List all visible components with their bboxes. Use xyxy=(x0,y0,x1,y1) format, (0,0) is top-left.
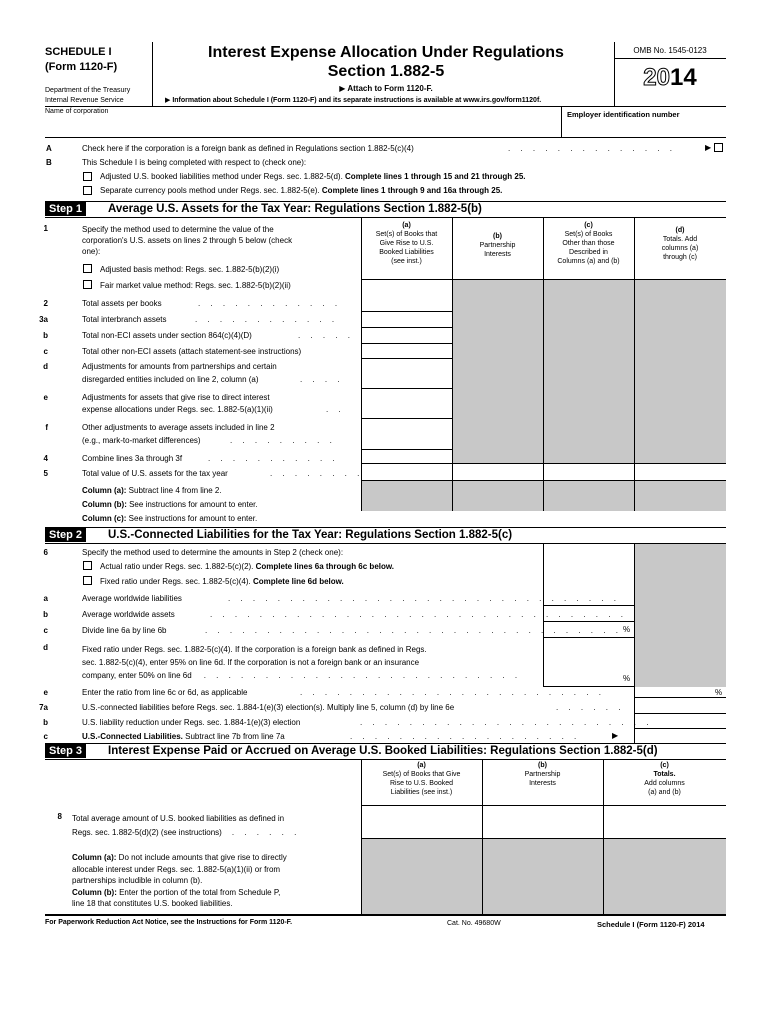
line-8-col-b-field[interactable] xyxy=(483,806,603,838)
line-3b-label: Total non-ECI assets under section 864(c)(4)(D) xyxy=(82,331,252,340)
actual-ratio-label: Actual ratio under Regs. sec. 1.882-5(c)(2). Complete lines 6a through 6c below. xyxy=(100,562,395,571)
step2-badge: Step 2 xyxy=(45,528,86,542)
line-5-col-c-field[interactable] xyxy=(544,464,634,480)
step1-badge: Step 1 xyxy=(45,202,86,216)
line-4-col-a-field[interactable] xyxy=(362,450,452,463)
line-b-text: This Schedule I is being completed with respect to (check one): xyxy=(82,158,307,167)
fair-market-value-label: Fair market value method: Regs. sec. 1.882-5(b)(2)(ii) xyxy=(100,281,291,290)
info-note: ▶ Information about Schedule I (Form 1120-F) and its separate instructions is available at www.irs.gov/form1120f. xyxy=(165,97,542,104)
tax-year xyxy=(614,64,726,92)
line-6-num: 6 xyxy=(43,548,48,557)
step1-col-c-header: (c) Set(s) of Books Other than those Described in Columns (a) and (b) xyxy=(557,222,620,265)
separate-currency-pools-checkbox[interactable] xyxy=(83,186,92,195)
line-7a-label: U.S.-connected liabilities before Regs. sec. 1.884-1(e)(3) election(s). Multiply line 5, column (d) by line 6e xyxy=(82,703,455,712)
line-6d-field[interactable] xyxy=(544,670,634,686)
step3-col-a-header: (a) Set(s) of Books that Give Rise to U.S. Booked Liabilities (see inst.) xyxy=(382,762,461,796)
arrow-icon: ▶ xyxy=(612,731,619,740)
line-6c-percent: % xyxy=(623,625,631,634)
line-3f-label: Other adjustments to average assets included in line 2 xyxy=(82,423,275,432)
line-2-col-a-field[interactable] xyxy=(362,296,452,311)
adjusted-basis-label: Adjusted basis method: Regs. sec. 1.882-5(b)(2)(i) xyxy=(100,265,280,274)
line-3c-label: Total other non-ECI assets (attach statement-see instructions) xyxy=(82,347,302,356)
line-6b-label: Average worldwide assets xyxy=(82,610,175,619)
step1-title: Average U.S. Assets for the Tax Year: Regulations Section 1.882-5(b) xyxy=(108,203,482,215)
fixed-ratio-label: Fixed ratio under Regs. sec. 1.882-5(c)(4). Complete line 6d below. xyxy=(100,577,344,586)
line-3d-label: Adjustments for amounts from partnerships and certain xyxy=(82,362,277,371)
line-3b-col-a-field[interactable] xyxy=(362,328,452,343)
step1-col-d-header: (d) Totals. Add columns (a) through (c) xyxy=(661,227,699,261)
ein-label: Employer identification number xyxy=(567,110,680,119)
line-3a-label: Total interbranch assets xyxy=(82,315,167,324)
col-c-note: Column (c): See instructions for amount to enter. xyxy=(82,514,258,523)
line-a-text: Check here if the corporation is a foreign bank as defined in Regulations section 1.882-5(c)(4) xyxy=(82,144,414,153)
step3-col-b-header: (b) Partnership Interests xyxy=(524,762,561,787)
corporation-name-field[interactable] xyxy=(45,118,561,136)
step1-col-b-header: (b) Partnership Interests xyxy=(479,233,516,258)
adjusted-basis-checkbox[interactable] xyxy=(83,264,92,273)
line-8-label: Total average amount of U.S. booked liabilities as defined in Regs. sec. 1.882-5(d)(2) (see instructions) . . . . . . xyxy=(72,814,301,837)
paperwork-notice: For Paperwork Reduction Act Notice, see the Instructions for Form 1120-F. xyxy=(45,919,293,926)
line-3a-col-a-field[interactable] xyxy=(362,312,452,327)
step1-col-a-header: (a) Set(s) of Books that Give Rise to U.S. Booked Liabilities (see inst.) xyxy=(375,222,438,265)
line-6e-percent: % xyxy=(715,688,723,697)
actual-ratio-checkbox[interactable] xyxy=(83,561,92,570)
attach-note: ▶ Attach to Form 1120-F. xyxy=(339,84,433,93)
step3-title: Interest Expense Paid or Accrued on Average U.S. Booked Liabilities: Regulations Section 1.882-5(d) xyxy=(108,745,658,757)
step3-col-c-header: (c) Totals. Add columns (a) and (b) xyxy=(644,762,685,796)
line-6e-field[interactable] xyxy=(635,687,726,697)
line-6-text: Specify the method used to determine the amounts in Step 2 (check one): xyxy=(82,548,344,557)
line-a-num: A xyxy=(46,144,52,153)
line-3e-col-a-field[interactable] xyxy=(362,389,452,418)
line-6c-label: Divide line 6a by line 6b xyxy=(82,626,167,635)
name-of-corporation-label: Name of corporation xyxy=(45,108,109,115)
line-5-col-d-field[interactable] xyxy=(635,464,726,480)
line-6d-label: Fixed ratio under Regs. sec. 1.882-5(c)(4). If the corporation is a foreign bank as defined in Regs. sec. 1.882-5(c)(4), enter 95% on line 6d. If the corporation is not a foreign bank or an insurance company, enter 50% on line 6d . . . . . . . . . . . . . . . . . . . . . . . . . . xyxy=(82,645,522,680)
irs-label: Internal Revenue Service xyxy=(45,97,124,104)
ein-field[interactable] xyxy=(563,120,726,136)
form-number: (Form 1120-F) xyxy=(45,61,118,73)
footer-form-id: Schedule I (Form 1120-F) 2014 xyxy=(597,920,705,929)
line-3d-col-a-field[interactable] xyxy=(362,359,452,388)
line-b-num: B xyxy=(46,158,52,167)
dept-label: Department of the Treasury xyxy=(45,87,131,94)
col-a-note: Column (a): Subtract line 4 from line 2. xyxy=(82,486,222,495)
line-6d-percent: % xyxy=(623,674,631,683)
line-3c-col-a-field[interactable] xyxy=(362,344,452,358)
line-4-label: Combine lines 3a through 3f xyxy=(82,454,183,463)
form-title: Interest Expense Allocation Under Regulations xyxy=(208,44,564,61)
tax-year-century: 20 xyxy=(643,64,670,91)
line-3f-col-a-field[interactable] xyxy=(362,419,452,449)
line-7a-field[interactable] xyxy=(635,698,726,713)
line-b-option-2: Separate currency pools method under Regs. sec. 1.882-5(e). Complete lines 1 through 9 and 16a through 25. xyxy=(100,186,503,195)
line-3e-label: Adjustments for assets that give rise to direct interest xyxy=(82,393,270,402)
step3-col-a-note: Column (a): Do not include amounts that give rise to directly allocable interest under Regs. sec. 1.882-5(a)(1)(ii) or from partnerships includible in column (b). Column (b): Enter the portion of the total from Schedule P, line 18 that constitutes U.S. booked liabilities. xyxy=(72,853,287,908)
line-6a-label: Average worldwide liabilities xyxy=(82,594,182,603)
schedule-label: SCHEDULE I xyxy=(45,46,112,58)
step2-title: U.S.-Connected Liabilities for the Tax Year: Regulations Section 1.882-5(c) xyxy=(108,529,513,541)
line-8-col-c-field[interactable] xyxy=(604,806,726,838)
line-3d-label-cont: disregarded entities included on line 2, column (a) xyxy=(82,375,259,384)
line-7c-label: U.S.-Connected Liabilities. Subtract line 7b from line 7a xyxy=(82,732,285,741)
line-1-text: Specify the method used to determine the value of the corporation's U.S. assets on lines 2 through 5 below (check one): xyxy=(82,225,293,256)
omb-number: OMB No. 1545-0123 xyxy=(633,46,707,55)
col-b-note: Column (b): See instructions for amount to enter. xyxy=(82,500,258,509)
fair-market-value-checkbox[interactable] xyxy=(83,280,92,289)
tax-year-digits: 14 xyxy=(670,64,697,91)
catalog-number: Cat. No. 49680W xyxy=(447,920,501,927)
line-2-label: Total assets per books xyxy=(82,299,162,308)
line-8-col-a-field[interactable] xyxy=(362,806,482,838)
line-3e-label-cont: expense allocations under Regs. sec. 1.882-5(a)(1)(ii) xyxy=(82,405,273,414)
step3-badge: Step 3 xyxy=(45,744,86,758)
adjusted-booked-liabilities-checkbox[interactable] xyxy=(83,172,92,181)
line-6e-label: Enter the ratio from line 6c or 6d, as applicable xyxy=(82,688,248,697)
fixed-ratio-checkbox[interactable] xyxy=(83,576,92,585)
line-3f-label-cont: (e.g., mark-to-market differences) xyxy=(82,436,201,445)
line-1-num: 1 xyxy=(43,224,48,233)
line-5-col-b-field[interactable] xyxy=(453,464,543,480)
line-7c-field[interactable] xyxy=(635,729,726,743)
arrow-icon: ▶ xyxy=(705,143,712,152)
foreign-bank-checkbox[interactable] xyxy=(714,143,723,152)
line-b-option-1: Adjusted U.S. booked liabilities method under Regs. sec. 1.882-5(d). Complete lines 1 through 15 and 21 through 25. xyxy=(100,172,526,181)
line-5-label: Total value of U.S. assets for the tax year xyxy=(82,469,228,478)
line-a-dots: . . . . . . . . . . . . . . xyxy=(508,144,677,153)
line-7b-label: U.S. liability reduction under Regs. sec. 1.884-1(e)(3) election xyxy=(82,718,301,727)
line-5-col-a-field[interactable] xyxy=(362,464,452,480)
form-title-section: Section 1.882-5 xyxy=(327,63,445,80)
